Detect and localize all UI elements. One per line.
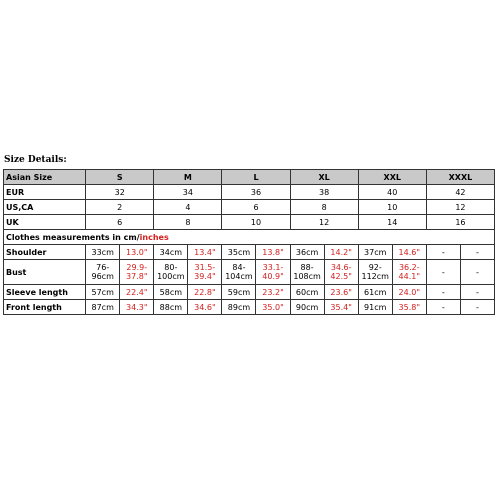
cm-value: 59cm (222, 285, 256, 300)
cm-value: 34cm (154, 245, 188, 260)
inch-value: 14.6" (392, 245, 426, 260)
cm-value: - (426, 245, 460, 260)
inch-value: 35.4" (324, 300, 358, 315)
inch-value: 22.4" (120, 285, 154, 300)
inch-value: 31.5-39.4" (188, 260, 222, 285)
inch-value: - (460, 260, 494, 285)
section-title-inches: inches (139, 232, 169, 242)
cm-value: 58cm (154, 285, 188, 300)
cm-value: 92-112cm (358, 260, 392, 285)
conversion-value: 6 (222, 200, 290, 215)
inch-value: 35.8" (392, 300, 426, 315)
inch-value: 35.0" (256, 300, 290, 315)
inch-value: 33.1-40.9" (256, 260, 290, 285)
inch-value: 34.6-42.5" (324, 260, 358, 285)
section-title (4, 230, 495, 245)
conversion-value: 10 (222, 215, 290, 230)
conversion-value: 12 (290, 215, 358, 230)
inch-value: 14.2" (324, 245, 358, 260)
inch-value: 23.6" (324, 285, 358, 300)
size-header-l: L (222, 170, 290, 185)
measurement-label: Sleeve length (4, 285, 86, 300)
cm-value: 84-104cm (222, 260, 256, 285)
section-row (4, 230, 495, 245)
header-row (4, 170, 495, 185)
inch-value: 13.4" (188, 245, 222, 260)
inch-value: 34.6" (188, 300, 222, 315)
conversion-label: UK (4, 215, 86, 230)
conversion-value: 36 (222, 185, 290, 200)
cm-value: 91cm (358, 300, 392, 315)
cm-value: 88-108cm (290, 260, 324, 285)
conversion-value: 38 (290, 185, 358, 200)
cm-value: 76-96cm (86, 260, 120, 285)
inch-value: - (460, 285, 494, 300)
conversion-value: 42 (426, 185, 494, 200)
conversion-value: 4 (154, 200, 222, 215)
conversion-value: 14 (358, 215, 426, 230)
cm-value: 61cm (358, 285, 392, 300)
measurement-label: Front length (4, 300, 86, 315)
size-header-xl: XL (290, 170, 358, 185)
conversion-value: 16 (426, 215, 494, 230)
inch-value: 36.2-44.1" (392, 260, 426, 285)
size-chart-table (3, 169, 495, 315)
cm-value: 35cm (222, 245, 256, 260)
conversion-label: EUR (4, 185, 86, 200)
cm-value: 60cm (290, 285, 324, 300)
conversion-value: 32 (86, 185, 154, 200)
cm-value: - (426, 285, 460, 300)
inch-value: 34.3" (120, 300, 154, 315)
conversion-value: 6 (86, 215, 154, 230)
conversion-row (4, 185, 495, 200)
inch-value: 29.9-37.8" (120, 260, 154, 285)
size-details-caption: Size Details: (4, 155, 67, 165)
inch-value: - (460, 245, 494, 260)
size-header-m: M (154, 170, 222, 185)
conversion-value: 12 (426, 200, 494, 215)
cm-value: 90cm (290, 300, 324, 315)
size-header-xxl: XXL (358, 170, 426, 185)
conversion-value: 10 (358, 200, 426, 215)
cm-value: 36cm (290, 245, 324, 260)
measurement-row (4, 285, 495, 300)
size-header-xxxl: XXXL (426, 170, 494, 185)
measurement-label: Bust (4, 260, 86, 285)
section-title-prefix: Clothes measurements in cm/ (6, 232, 140, 242)
conversion-row (4, 215, 495, 230)
measurement-label: Shoulder (4, 245, 86, 260)
inch-value: - (460, 300, 494, 315)
header-label: Asian Size (4, 170, 86, 185)
conversion-label: US,CA (4, 200, 86, 215)
measurement-row (4, 245, 495, 260)
inch-value: 22.8" (188, 285, 222, 300)
measurement-row (4, 300, 495, 315)
cm-value: 80-100cm (154, 260, 188, 285)
inch-value: 13.8" (256, 245, 290, 260)
conversion-row (4, 200, 495, 215)
cm-value: 87cm (86, 300, 120, 315)
cm-value: - (426, 300, 460, 315)
measurement-row (4, 260, 495, 285)
conversion-value: 8 (154, 215, 222, 230)
cm-value: 89cm (222, 300, 256, 315)
conversion-value: 8 (290, 200, 358, 215)
cm-value: - (426, 260, 460, 285)
size-header-s: S (86, 170, 154, 185)
inch-value: 24.0" (392, 285, 426, 300)
conversion-value: 34 (154, 185, 222, 200)
cm-value: 37cm (358, 245, 392, 260)
inch-value: 23.2" (256, 285, 290, 300)
cm-value: 57cm (86, 285, 120, 300)
conversion-value: 40 (358, 185, 426, 200)
cm-value: 33cm (86, 245, 120, 260)
inch-value: 13.0" (120, 245, 154, 260)
cm-value: 88cm (154, 300, 188, 315)
conversion-value: 2 (86, 200, 154, 215)
